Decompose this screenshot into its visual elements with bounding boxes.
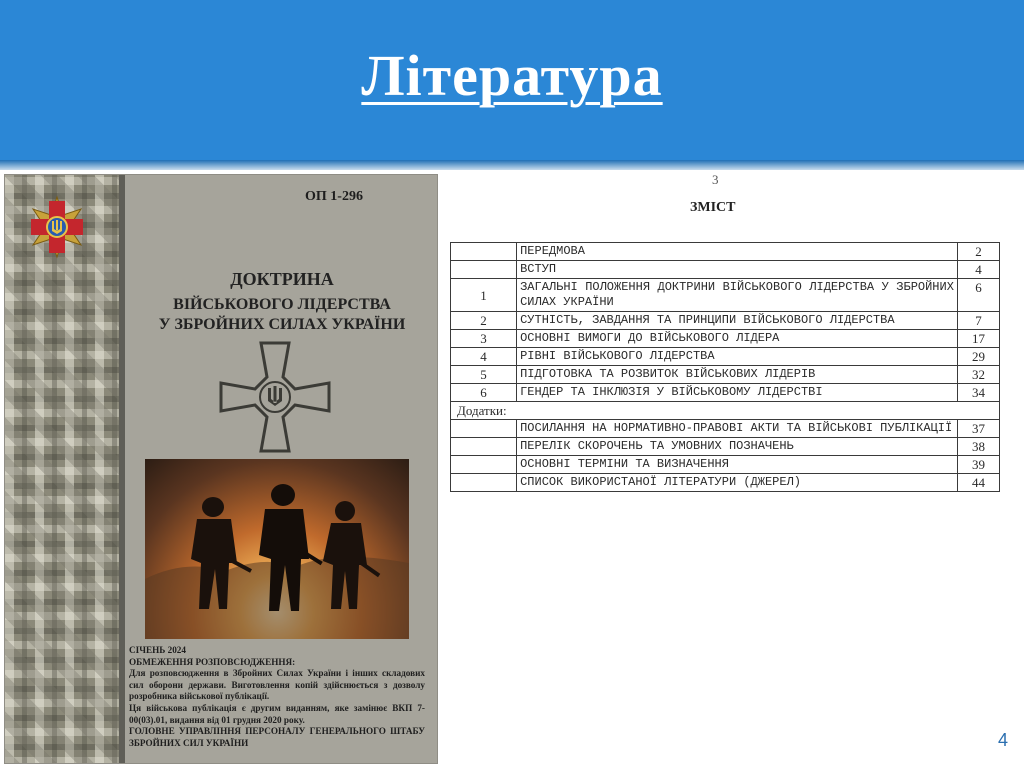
toc-row [451,312,1000,330]
toc-row-page: 37 [957,420,999,438]
toc-row-title: ВСТУП [517,261,958,279]
toc-row-title: ПІДГОТОВКА ТА РОЗВИТОК ВІЙСЬКОВИХ ЛІДЕРІВ [517,366,958,384]
toc-row-page: 2 [957,243,999,261]
toc-row [451,261,1000,279]
toc-annex-header-row [451,402,1000,420]
toc-page-number: 3 [712,172,719,187]
toc-row [451,384,1000,402]
toc-row-number [451,474,517,492]
toc-row-title: РІВНІ ВІЙСЬКОВОГО ЛІДЕРСТВА [517,348,958,366]
document-title: ДОКТРИНА [230,269,334,289]
toc-row-page: 32 [957,366,999,384]
document-subtitle [125,295,438,335]
toc-row-number: 3 [451,330,517,348]
toc-annex-row [451,438,1000,456]
camouflage-shade [5,175,119,764]
toc-row-title: ОСНОВНІ ВИМОГИ ДО ВІЙСЬКОВОГО ЛІДЕРА [517,330,958,348]
toc-annex-row [451,474,1000,492]
toc-row-page: 6 [957,279,999,312]
toc-row-page: 39 [957,456,999,474]
toc-row-title: СПИСОК ВИКОРИСТАНОЇ ЛІТЕРАТУРИ (ДЖЕРЕЛ) [517,474,958,492]
toc-row-page: 4 [957,261,999,279]
toc-row [451,348,1000,366]
toc-row-number [451,438,517,456]
slide-title: Література [361,43,663,108]
toc-row-title: ПЕРЕДМОВА [517,243,958,261]
soldiers-silhouette [145,459,409,639]
toc-row [451,279,1000,312]
document-code: ОП 1-296 [305,189,363,204]
toc-row-page: 34 [957,384,999,402]
document-subtitle-line1: ВІЙСЬКОВОГО ЛІДЕРСТВА [173,296,391,313]
toc-annex-row [451,456,1000,474]
table-of-contents [450,242,1000,492]
banner-divider [0,160,1024,170]
toc-row-number: 5 [451,366,517,384]
slide-number: 4 [998,730,1009,750]
toc-row-page: 44 [957,474,999,492]
toc-row-page: 29 [957,348,999,366]
armed-forces-emblem-icon [25,195,89,259]
issuer-text: ГОЛОВНЕ УПРАВЛІННЯ ПЕРСОНАЛУ ГЕНЕРАЛЬНОГО ШТАБУ ЗБРОЙНИХ СИЛ УКРАЇНИ [129,726,425,748]
toc-row-page: 38 [957,438,999,456]
toc-row-number [451,243,517,261]
restriction-text: Для розповсюдження в Збройних Силах України і інших складових сил оборони держави. Виготовлення копій здійснюється з дозволу розробника військової публікації. [129,668,425,702]
toc-annex-label: Додатки: [451,402,1000,420]
toc-row-title: ЗАГАЛЬНІ ПОЛОЖЕННЯ ДОКТРИНИ ВІЙСЬКОВОГО ЛІДЕРСТВА У ЗБРОЙНИХ СИЛАХ УКРАЇНИ [517,279,958,312]
toc-row-number: 6 [451,384,517,402]
toc-row [451,330,1000,348]
toc-heading: ЗМІСТ [690,200,736,215]
toc-row-number [451,420,517,438]
publication-date: СІЧЕНЬ 2024 [129,645,186,655]
soldiers-photo [145,459,409,639]
toc-row-title: ПОСИЛАННЯ НА НОРМАТИВНО-ПРАВОВІ АКТИ ТА ВІЙСЬКОВІ ПУБЛІКАЦІЇ [517,420,958,438]
cross-trident-icon [215,337,335,457]
cover-divider [119,175,125,764]
book-cover [4,174,438,764]
toc-row-page: 17 [957,330,999,348]
toc-row-number [451,456,517,474]
toc-row-title: СУТНІСТЬ, ЗАВДАННЯ ТА ПРИНЦИПИ ВІЙСЬКОВОГО ЛІДЕРСТВА [517,312,958,330]
toc-row-title: ОСНОВНІ ТЕРМІНИ ТА ВИЗНАЧЕННЯ [517,456,958,474]
replacement-text: Ця військова публікація є другим виданням, яке замінює ВКП 7-00(03).01, видання від 01 грудня 2020 року. [129,702,425,725]
toc-row-number: 1 [451,279,517,312]
document-subtitle-line2: У ЗБРОЙНИХ СИЛАХ УКРАЇНИ [158,316,406,333]
toc-row-title: ПЕРЕЛІК СКОРОЧЕНЬ ТА УМОВНИХ ПОЗНАЧЕНЬ [517,438,958,456]
toc-row [451,366,1000,384]
toc-row-number: 2 [451,312,517,330]
restriction-label: ОБМЕЖЕННЯ РОЗПОВСЮДЖЕННЯ: [129,656,296,667]
toc-row [451,243,1000,261]
toc-annex-row [451,420,1000,438]
toc-row-page: 7 [957,312,999,330]
toc-row-number [451,261,517,279]
cover-publication-info [129,645,425,749]
toc-row-title: ГЕНДЕР ТА ІНКЛЮЗІЯ У ВІЙСЬКОВОМУ ЛІДЕРСТВІ [517,384,958,402]
toc-row-number: 4 [451,348,517,366]
